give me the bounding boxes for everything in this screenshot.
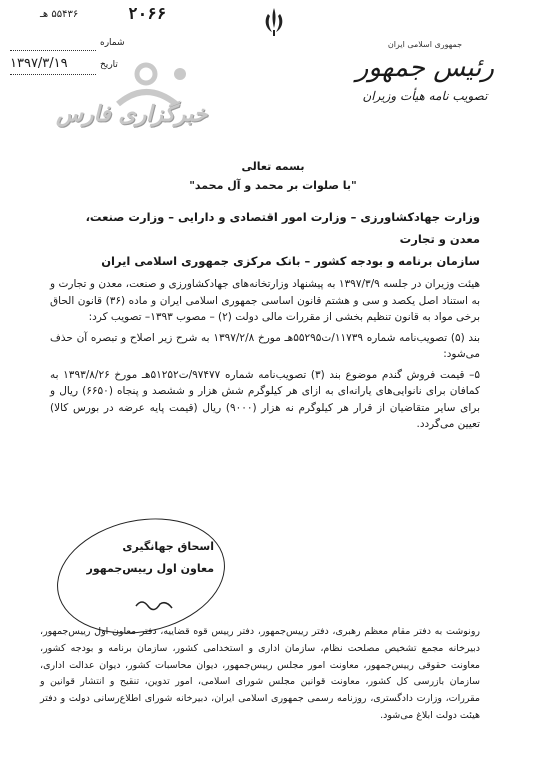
body-paragraph-2: بند (۵) تصویب‌نامه شماره ۱۱۷۳۹/ت۵۵۲۹۵هـ مورخ ۱۳۹۷/۲/۸ به شرح زیر اصلاح و تبصره آن حذف می‌شود:: [50, 331, 480, 360]
number-line: [10, 50, 96, 51]
number-label: شماره: [100, 38, 125, 48]
greeting: [0, 160, 546, 192]
watermark-text: خبرگزاری فارس: [56, 102, 208, 127]
body-paragraph-1: هیئت وزیران در جلسه ۱۳۹۷/۳/۹ به پیشنهاد وزارتخانه‌های جهادکشاورزی و صنعت، معدن و تجارت و به استناد اصل یکصد و سی و هشتم قانون اساسی جمهوری اسلامی ایران و ماده (۳۶) قانون الحاق برخی مواد به قانون تنظیم بخشی از مقررات مالی دولت (۲) – مصوب ۱۳۹۳– تصویب کرد:: [50, 278, 480, 323]
signature-block: [87, 536, 214, 580]
copy-recipients: رونوشت به دفتر مقام معظم رهبری، دفتر رییس‌جمهور، دفتر رییس قوه قضاییه، دفتر معاون اول رییس‌جمهور، دبیرخانه مجمع تشخیص مصلحت نظام، سازمان اداری و استخدامی کشور، سازمان برنامه و بودجه کشور، معاونت حقوقی رییس‌جمهور، معاونت امور مجلس رییس‌جمهور، دیوان محاسبات کشور، دیوان عدالت اداری، سازمان بازرسی کل کشور، معاونت قوانین مجلس شورای اسلامی، امور تدوین، تنقیح و انتشار قوانین و مقررات، وزارت دادگستری، روزنامه رسمی جمهوری اسلامی ایران، دبیرخانه شورای اطلاع‌رسانی دولت و دفتر هیئت دولت ابلاغ می‌شود.: [40, 626, 480, 721]
recipients-line-1: وزارت جهادکشاورزی – وزارت امور اقتصادی و دارایی – وزارت صنعت، معدن و تجارت: [85, 210, 480, 246]
president-title: رئیس جمهور: [355, 53, 494, 83]
salavat: "با صلوات بر محمد و آل محمد": [189, 179, 357, 192]
registry-number: ۵۵۴۳۶ هـ: [40, 9, 79, 20]
registry-date: ۱۳۹۷/۳/۱۹: [10, 56, 68, 71]
signatory-title: معاون اول رییس‌جمهور: [86, 562, 214, 575]
date-label: تاریخ: [100, 60, 118, 70]
signatory-name: اسحاق جهانگیری: [122, 540, 214, 553]
basmala: بسمه تعالی: [241, 160, 305, 173]
body-paragraph-3: ۵– قیمت فروش گندم موضوع بند (۳) تصویب‌نامه شماره ۹۷۴۷۷/ت۵۱۲۵۲هـ مورخ ۱۳۹۳/۸/۲۶ به کمافان برای نانوایی‌های یارانه‌ای به ازای هر کیلوگرم شش هزار و ششصد و پنجاه (۶۶۵۰) ریال و برای سایر متقاضیان از قرار هر کیلوگرم نه هزار (۹۰۰۰) ریال (قیمت پایه عرضه در بورس کالا) تعیین می‌گردد.: [50, 368, 481, 430]
registry-number-handwritten: ۲۰۶۶: [128, 4, 167, 23]
document-type: تصویب نامه هیأت وزیران: [362, 89, 488, 103]
recipients-line-2: سازمان برنامه و بودجه کشور – بانک مرکزی جمهوری اسلامی ایران: [101, 254, 480, 268]
recipients: [60, 206, 480, 272]
letterhead: [356, 40, 494, 103]
handwritten-signature: [134, 596, 174, 612]
news-agency-watermark: [28, 68, 258, 148]
decree-body: [50, 276, 480, 433]
national-emblem-icon: [262, 6, 286, 38]
country-name: جمهوری اسلامی ایران: [387, 40, 463, 49]
